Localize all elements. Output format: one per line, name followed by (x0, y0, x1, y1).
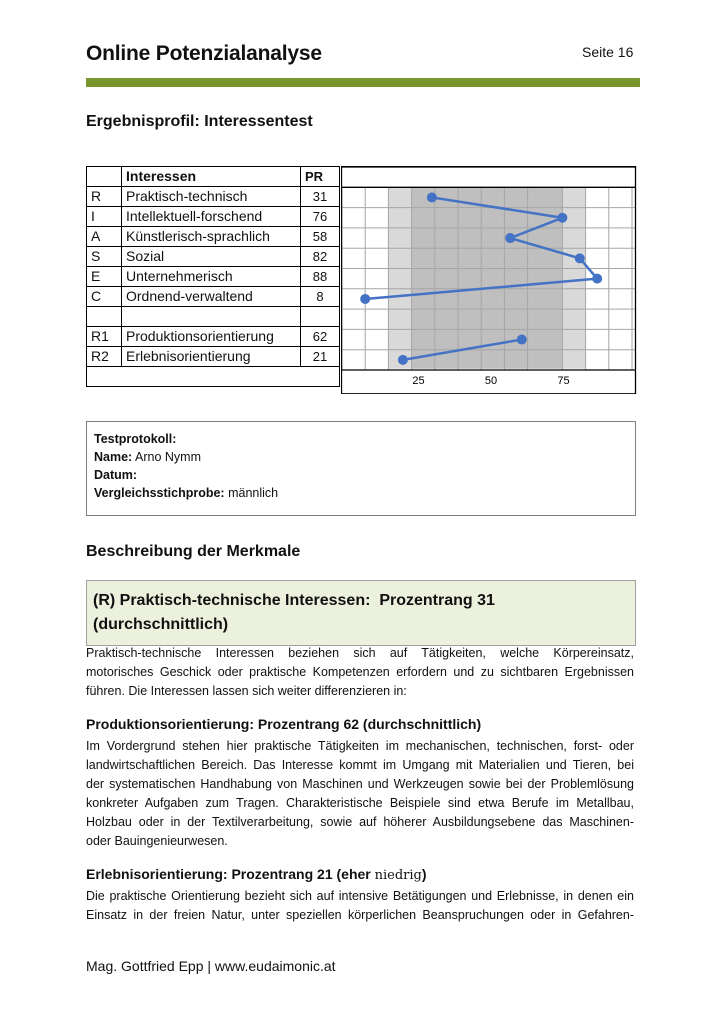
paragraph-line: der systematischen Handhabung von Maschinen und Werkzeugen sowie bei der Problemlösung (86, 777, 634, 791)
trait-heading (93, 589, 593, 637)
row-name: Produktionsorientierung (122, 327, 301, 347)
trait-heading-line1: (R) Praktisch-technische Interessen: Prozentrang 31 (93, 592, 495, 609)
paragraph-line: Die praktische Orientierung bezieht sich auf intensive Betätigungen und Erlebnisse, in denen ein (86, 889, 634, 903)
paragraph-line: oder Bauingenieurwesen. (86, 834, 228, 848)
paragraph-line: Im Vordergrund stehen hier praktische Tätigkeiten im mechanischen, technischen, forst- oder (86, 739, 634, 753)
row-name: Ordnend-verwaltend (122, 287, 301, 307)
paragraph-line: Holzbau oder in der Textilverarbeitung, sowie auf höherer Ausbildungsebene das Maschinen- (86, 815, 634, 829)
description-section-title: Beschreibung der Merkmale (86, 543, 301, 560)
table-row (87, 287, 340, 307)
table-row (87, 327, 340, 347)
trait-heading-line2: (durchschnittlich) (93, 616, 229, 633)
row-code: S (87, 247, 122, 267)
table-row (87, 227, 340, 247)
x-tick-label: 25 (412, 375, 425, 387)
table-header-row (87, 167, 340, 187)
heading-text-serif: niedrig (374, 868, 422, 883)
footer-cell (87, 367, 340, 387)
paragraph-line: führen. Die Interessen lassen sich weiter differenzieren in: (86, 684, 407, 698)
document-title: Online Potenzialanalyse (86, 42, 322, 65)
header-code-cell (87, 167, 122, 187)
data-point (360, 294, 370, 304)
row-code: A (87, 227, 122, 247)
protocol-sample-line (94, 484, 278, 502)
row-name: Praktisch-technisch (122, 187, 301, 207)
protocol-sample-label: Vergleichsstichprobe: (94, 486, 225, 500)
row-pr: 21 (301, 347, 340, 367)
row-code: R1 (87, 327, 122, 347)
data-point (427, 192, 437, 202)
spacer-cell (87, 307, 122, 327)
data-point (592, 274, 602, 284)
spacer-cell (301, 307, 340, 327)
table-row (87, 207, 340, 227)
interest-profile-chart (341, 166, 637, 394)
data-point (398, 355, 408, 365)
intro-paragraph (86, 644, 634, 701)
protocol-sample-value: männlich (228, 486, 279, 500)
paragraph-line: landwirtschaftlichen Bereich. Das Interesse kommt im Umgang mit Materialien und Tieren, bei (86, 758, 634, 772)
row-pr: 82 (301, 247, 340, 267)
data-point (505, 233, 515, 243)
row-pr: 31 (301, 187, 340, 207)
row-name: Intellektuell-forschend (122, 207, 301, 227)
row-name: Unternehmerisch (122, 267, 301, 287)
x-tick-label: 50 (484, 375, 498, 387)
paragraph-line: Praktisch-technische Interessen beziehen sich auf Tätigkeiten, welche Körpereinsatz, (86, 646, 634, 660)
table-row (87, 347, 340, 367)
row-name: Sozial (122, 247, 301, 267)
heading-text: Erlebnisorientierung: Prozentrang 21 (eher (86, 866, 375, 882)
paragraph-line: konkreter Aufgaben zum Tragen. Charakteristische Beispiele sind etwa Berufe im Metallbau, (86, 796, 634, 810)
spacer-cell (122, 307, 301, 327)
data-point (517, 335, 527, 345)
table-footer-row (87, 367, 340, 387)
production-orientation-paragraph (86, 737, 634, 851)
paragraph-line: Einsatz in der freien Natur, unter speziellen körperlichen Beanspruchungen oder in Gefahren- (86, 908, 634, 922)
table-row (87, 247, 340, 267)
profile-section-title: Ergebnisprofil: Interessentest (86, 113, 313, 130)
table-row (87, 267, 340, 287)
row-code: R2 (87, 347, 122, 367)
production-orientation-heading: Produktionsorientierung: Prozentrang 62 (durchschnittlich) (86, 716, 482, 732)
trait-heading-box (86, 580, 636, 646)
row-pr: 8 (301, 287, 340, 307)
row-code: C (87, 287, 122, 307)
protocol-name-label: Name: (94, 450, 133, 464)
table-row (87, 187, 340, 207)
row-pr: 58 (301, 227, 340, 247)
row-name: Erlebnisorientierung (122, 347, 301, 367)
row-pr: 88 (301, 267, 340, 287)
row-code: R (87, 187, 122, 207)
test-protocol-box (86, 421, 636, 516)
row-pr: 62 (301, 327, 340, 347)
protocol-name-line (94, 448, 201, 466)
data-point (557, 213, 567, 223)
row-name: Künstlerisch-sprachlich (122, 227, 301, 247)
data-point (575, 253, 585, 263)
header-pr: PR (301, 167, 340, 187)
row-code: I (87, 207, 122, 227)
page-footer: Mag. Gottfried Epp | www.eudaimonic.at (86, 958, 336, 974)
header-interests: Interessen (122, 167, 301, 187)
protocol-date-label: Datum: (94, 468, 138, 482)
paragraph-line: motorisches Geschick oder praktische Kompetenzen erfordern und zu sichtbaren Ergebnissen (86, 665, 634, 679)
x-tick-label: 75 (557, 375, 570, 387)
heading-text-end: ) (421, 866, 427, 882)
experience-orientation-heading (86, 866, 427, 883)
header-rule (86, 78, 640, 87)
protocol-heading: Testprotokoll: (94, 432, 177, 446)
protocol-name-value: Arno Nymm (135, 450, 201, 464)
table-spacer-row (87, 307, 340, 327)
interest-profile-table (86, 166, 340, 387)
experience-orientation-paragraph (86, 887, 634, 925)
page-number: Seite 16 (582, 44, 634, 60)
row-pr: 76 (301, 207, 340, 227)
row-code: E (87, 267, 122, 287)
